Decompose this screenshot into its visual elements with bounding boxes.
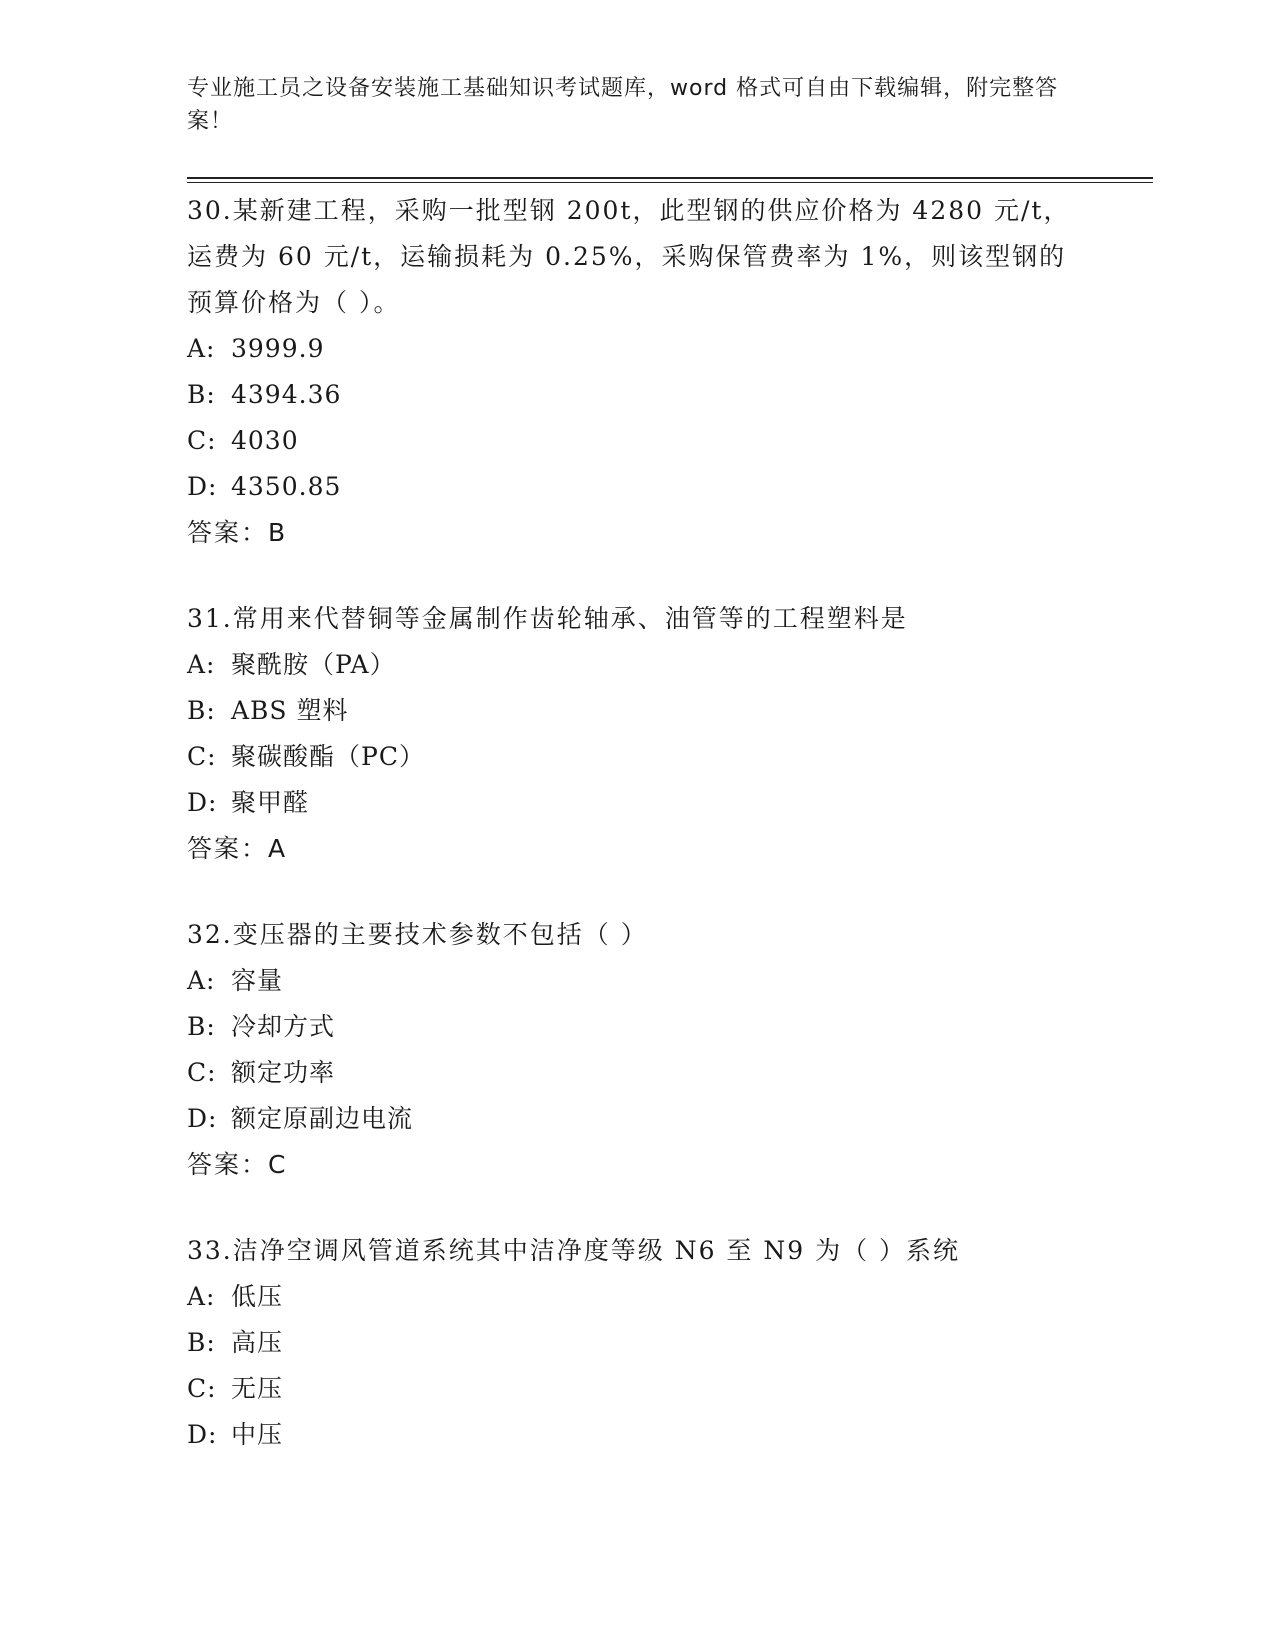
option-letter: A:	[187, 334, 216, 363]
option-text: 额定功率	[231, 1058, 336, 1087]
option-letter: B:	[187, 380, 216, 409]
option-letter: A:	[187, 966, 216, 995]
header-divider-thick	[187, 177, 1153, 179]
document-header	[187, 72, 1067, 138]
option-letter: C:	[187, 1374, 217, 1403]
header-title: 专业施工员之设备安装施工基础知识考试题库，word 格式可自由下载编辑，附完整答案！	[187, 76, 1059, 134]
option-d	[187, 1096, 1087, 1142]
option-letter: C:	[187, 742, 217, 771]
option-text: 无压	[231, 1374, 284, 1403]
option-text: 4350.85	[231, 472, 342, 501]
option-letter: B:	[187, 1328, 216, 1357]
option-text: 容量	[231, 966, 284, 995]
option-letter: D:	[187, 472, 218, 501]
question-stem: 30.某新建工程，采购一批型钢 200t，此型钢的供应价格为 4280 元/t，运费为 60 元/t，运输损耗为 0.25%，采购保管费率为 1%，则该型钢的预算价格为（ ）。	[187, 196, 1071, 317]
question-stem: 33.洁净空调风管道系统其中洁净度等级 N6 至 N9 为（ ）系统	[187, 1236, 961, 1265]
option-text: 4030	[231, 426, 299, 455]
option-b	[187, 372, 1087, 418]
option-text: 4394.36	[231, 380, 342, 409]
answer-line: 答案：C	[187, 1150, 288, 1179]
option-b	[187, 688, 1087, 734]
question-33	[187, 1228, 1087, 1458]
option-letter: B:	[187, 696, 216, 725]
option-text: 3999.9	[231, 334, 325, 363]
question-list	[187, 188, 1087, 1498]
option-d	[187, 780, 1087, 826]
option-c	[187, 1366, 1087, 1412]
option-a	[187, 642, 1087, 688]
option-d	[187, 464, 1087, 510]
option-letter: A:	[187, 1282, 216, 1311]
option-text: 聚甲醛	[231, 788, 310, 817]
question-32	[187, 912, 1087, 1188]
header-divider-thin	[187, 182, 1153, 183]
option-text: 额定原副边电流	[231, 1104, 414, 1133]
question-stem: 31.常用来代替铜等金属制作齿轮轴承、油管等的工程塑料是	[187, 604, 908, 633]
option-b	[187, 1004, 1087, 1050]
option-b	[187, 1320, 1087, 1366]
answer-line: 答案：A	[187, 834, 288, 863]
option-text: ABS 塑料	[231, 696, 349, 725]
option-text: 中压	[231, 1420, 284, 1449]
option-d	[187, 1412, 1087, 1458]
option-letter: C:	[187, 1058, 217, 1087]
option-letter: D:	[187, 788, 218, 817]
option-a	[187, 1274, 1087, 1320]
option-letter: D:	[187, 1104, 218, 1133]
question-stem: 32.变压器的主要技术参数不包括（ ）	[187, 920, 648, 949]
option-letter: A:	[187, 650, 216, 679]
option-c	[187, 734, 1087, 780]
question-31	[187, 596, 1087, 872]
option-text: 低压	[231, 1282, 284, 1311]
answer-line: 答案：B	[187, 518, 288, 547]
option-letter: B:	[187, 1012, 216, 1041]
option-a	[187, 326, 1087, 372]
option-text: 冷却方式	[231, 1012, 336, 1041]
option-letter: C:	[187, 426, 217, 455]
option-text: 聚碳酸酯（PC）	[231, 742, 425, 771]
question-30	[187, 188, 1087, 556]
option-c	[187, 1050, 1087, 1096]
option-text: 聚酰胺（PA）	[231, 650, 396, 679]
option-letter: D:	[187, 1420, 218, 1449]
option-c	[187, 418, 1087, 464]
option-a	[187, 958, 1087, 1004]
option-text: 高压	[231, 1328, 284, 1357]
